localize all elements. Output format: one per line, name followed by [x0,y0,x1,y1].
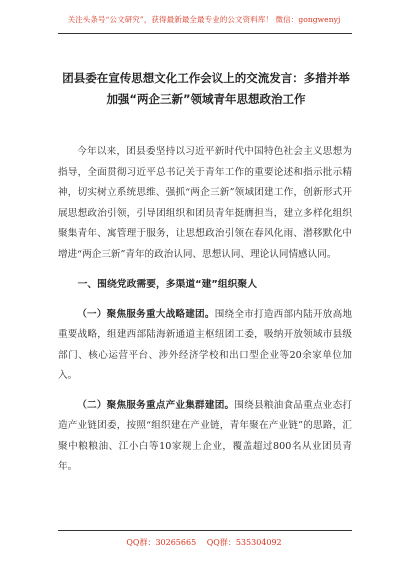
subsection-text-2: 围绕县粮油食品重点业态打造产业链团委，按照“组织建在产业链，青年聚在产业链”的思路，汇聚中粮粮油、江小白等10家规上企业，覆盖超过800名从业团员青年。 [58,399,353,472]
subsection-paragraph-1 [58,305,352,387]
document-title [56,68,356,110]
section-heading-1: 一、围绕党政需要，多渠道“建”组织聚人 [77,279,258,290]
header-promo-note: 关注头条号“公文研究”，获得最新最全最专业的公文资料库！ 微信：gongwenyj [67,15,341,24]
subsection-paragraph-2 [58,396,352,478]
subsection-text-1: 围绕全市打造西部内陆开放高地重要战略，组建西部陆海新通道主枢纽团工委，吸纳开放领域市县级部门、核心运营平台、涉外经济学校和出口型企业等20余家单位加入。 [58,308,353,381]
subsection-heading-1: （一）聚焦服务重大战略建团。 [77,308,215,320]
header-divider [58,33,352,34]
footer-qq-group-1: QQ群：30265665 [126,538,197,547]
subsection-heading-2: （二）聚焦服务重点产业集群建团。 [77,399,235,411]
footer-qq-group-2: QQ群：535304092 [206,538,282,547]
title-line-2: 加强“两企三新”领域青年思想政治工作 [106,92,306,106]
title-line-1: 团县委在宣传思想文化工作会议上的交流发言：多措并举 [62,71,350,85]
document-body [58,142,352,478]
footer-divider [58,530,352,531]
footer-contact [0,537,408,548]
intro-paragraph: 今年以来，团县委坚持以习近平新时代中国特色社会主义思想为指导，全面贯彻习近平总书记关于青年工作的重要论述和指示批示精神，切实树立系统思维、强抓“两企三新”领域团建工作，创新形式开展思想政治引领，引导团组织和团员青年挺膺担当，建立多样化组织聚集青年、寓管理于服务，让思想政治引领在春风化雨、潜移默化中增进“两企三新”青年的政治认同、思想认同、理论认同情感认同。 [58,146,352,260]
